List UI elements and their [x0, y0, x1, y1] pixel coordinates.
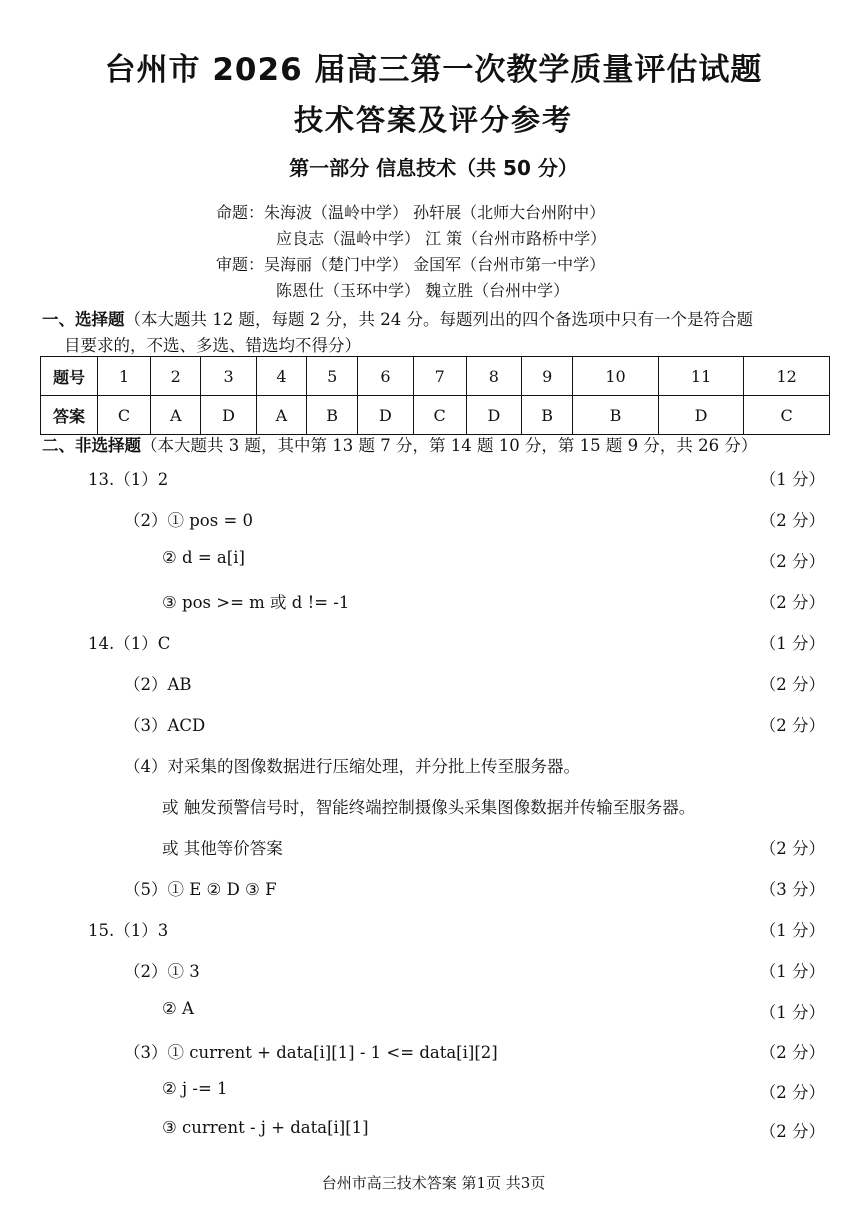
- table-row-numbers: [41, 357, 830, 396]
- answer-line: ② A: [162, 999, 194, 1018]
- score-label: （1 分）: [759, 921, 825, 940]
- question-number: 11: [658, 357, 744, 396]
- answer-line: ② j -= 1: [162, 1079, 228, 1098]
- answer-line: （2）① pos = 0: [124, 511, 254, 530]
- question-number: 3: [201, 357, 256, 396]
- score-label: （3 分）: [759, 880, 825, 899]
- section1-description-cont: 目要求的，不选、多选、错选均不得分）: [64, 336, 361, 355]
- section1-heading: 一、选择题: [42, 310, 125, 329]
- answer-line: ③ pos >= m 或 d != -1: [162, 593, 350, 612]
- score-label: （2 分）: [759, 675, 825, 694]
- table-header-answer: 答案: [41, 396, 98, 435]
- answer-line: （5）① E ② D ③ F: [124, 880, 277, 899]
- answer-cell: A: [256, 396, 306, 435]
- answer-cell: C: [744, 396, 830, 435]
- answer-line: （4）对采集的图像数据进行压缩处理，并分批上传至服务器。: [124, 757, 580, 776]
- question-number: 5: [307, 357, 358, 396]
- answer-line: （3）① current + data[i][1] - 1 <= data[i][2]: [124, 1043, 498, 1062]
- answer-cell: B: [307, 396, 358, 435]
- score-label: （2 分）: [759, 1043, 825, 1062]
- document-subtitle: 技术答案及评分参考: [293, 103, 573, 137]
- score-label: （1 分）: [759, 962, 825, 981]
- table-header-number: 题号: [41, 357, 98, 396]
- score-label: （2 分）: [759, 839, 825, 858]
- question-number: 10: [573, 357, 659, 396]
- answer-line: （2）① 3: [124, 962, 200, 981]
- section2-description: （本大题共 3 题，其中第 13 题 7 分，第 14 题 10 分，第 15 题 9 分，共 26 分）: [141, 436, 758, 455]
- answer-line: （2）AB: [124, 675, 192, 694]
- answer-cell: B: [522, 396, 573, 435]
- question-number: 9: [522, 357, 573, 396]
- part-title: 第一部分 信息技术（共 50 分）: [289, 156, 578, 180]
- answer-cell: D: [658, 396, 744, 435]
- question-number: 4: [256, 357, 306, 396]
- answer-cell: A: [151, 396, 201, 435]
- score-label: （1 分）: [759, 470, 825, 489]
- answer-cell: D: [201, 396, 256, 435]
- question-number: 1: [98, 357, 151, 396]
- section2-heading-line: [42, 432, 757, 456]
- authors-line: 应良志（温岭中学） 江 策（台州市路桥中学）: [276, 229, 607, 248]
- question-number: 7: [413, 357, 466, 396]
- answer-cell: C: [98, 396, 151, 435]
- section2-heading: 二、非选择题: [42, 436, 141, 455]
- answer-line: （3）ACD: [124, 716, 206, 735]
- question-number: 12: [744, 357, 830, 396]
- section1-heading-line: [42, 306, 753, 330]
- score-label: （2 分）: [759, 1122, 825, 1141]
- authors-line: 命题：朱海波（温岭中学） 孙轩展（北师大台州附中）: [216, 203, 606, 222]
- answer-cell: D: [358, 396, 413, 435]
- answer-cell: C: [413, 396, 466, 435]
- answer-line: ③ current - j + data[i][1]: [162, 1118, 369, 1137]
- question-number: 6: [358, 357, 413, 396]
- question-number: 2: [151, 357, 201, 396]
- score-label: （1 分）: [759, 634, 825, 653]
- answer-table: [40, 356, 830, 435]
- table-row-answers: [41, 396, 830, 435]
- score-label: （2 分）: [759, 511, 825, 530]
- score-label: （2 分）: [759, 552, 825, 571]
- authors-line: 陈恩仕（玉环中学） 魏立胜（台州中学）: [276, 281, 570, 300]
- score-label: （2 分）: [759, 716, 825, 735]
- answer-line: 或 其他等价答案: [162, 839, 283, 858]
- score-label: （1 分）: [759, 1003, 825, 1022]
- answer-line: 或 触发预警信号时，智能终端控制摄像头采集图像数据并传输至服务器。: [162, 798, 696, 817]
- answer-line: 14.（1）C: [88, 634, 171, 653]
- authors-line: 审题：吴海丽（楚门中学） 金国军（台州市第一中学）: [216, 255, 606, 274]
- answer-line: 13.（1）2: [88, 470, 169, 489]
- score-label: （2 分）: [759, 593, 825, 612]
- answer-line: 15.（1）3: [88, 921, 169, 940]
- answer-line: ② d = a[i]: [162, 548, 245, 567]
- score-label: （2 分）: [759, 1083, 825, 1102]
- section1-description: （本大题共 12 题，每题 2 分，共 24 分。每题列出的四个备选项中只有一个是符合题: [124, 310, 753, 329]
- page-footer: 台州市高三技术答案 第1页 共3页: [321, 1174, 546, 1192]
- answer-cell: B: [573, 396, 659, 435]
- answer-cell: D: [466, 396, 521, 435]
- document-title: 台州市 2026 届高三第一次教学质量评估试题: [104, 52, 763, 88]
- question-number: 8: [466, 357, 521, 396]
